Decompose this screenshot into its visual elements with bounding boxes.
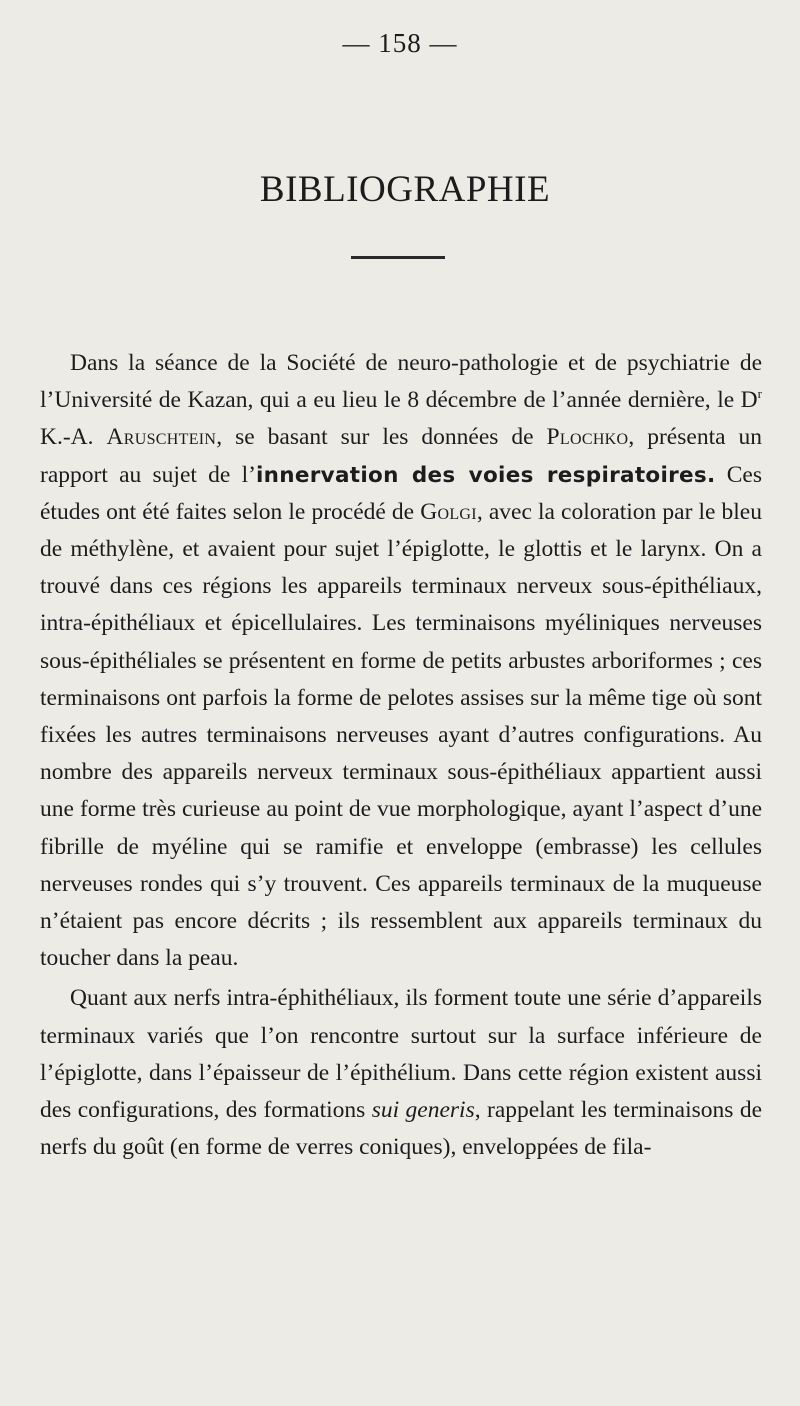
paragraph-2 bbox=[40, 980, 762, 1166]
text-run: Ces études ont été faites selon le procédé de bbox=[40, 461, 762, 525]
italic-sui-generis: sui generis bbox=[371, 1097, 475, 1124]
author-name-plochko: Plochko bbox=[546, 424, 629, 451]
title-rule-divider bbox=[351, 256, 445, 259]
superscript-r: r bbox=[757, 386, 762, 402]
author-name-golgi: Golgi bbox=[420, 498, 477, 525]
body-text bbox=[40, 345, 762, 1166]
text-run: K.-A. bbox=[40, 424, 107, 451]
text-run: , présenta un rapport au sujet de l’ bbox=[40, 424, 762, 488]
paragraph-1 bbox=[40, 345, 762, 977]
text-run: , se basant sur les données de bbox=[216, 424, 547, 451]
author-name-aruschtein: Aruschtein bbox=[106, 424, 217, 451]
text-run: Dans la séance de la Société de neuro-pathologie et de psychiatrie de l’Université de Kazan, qui a eu lieu le 8 décembre de l’année dernière, le D bbox=[40, 350, 762, 414]
section-title: BIBLIOGRAPHIE bbox=[259, 169, 551, 210]
text-run: , rappelant les terminaisons de nerfs du goût (en forme de verres coniques), enveloppées de fila- bbox=[40, 1097, 763, 1161]
page-number: — 158 — bbox=[342, 28, 458, 58]
emphasized-topic: innervation des voies respiratoires. bbox=[255, 462, 716, 488]
text-run: Quant aux nerfs intra-éphithéliaux, ils forment toute une série d’appareils terminaux variés que l’on rencontre surtout sur la surface inférieure de l’épiglotte, dans l’épaisseur de l’épithélium. Dans cette région existent aussi des configurations, des formations bbox=[40, 985, 762, 1124]
text-run: , avec la coloration par le bleu de méthylène, et avaient pour sujet l’épiglotte, le glottis et le larynx. On a trouvé dans ces régions les appareils terminaux nerveux sous-épithéliaux, intra-épithéliaux et épicellulaires. Les terminaisons myéliniques nerveuses sous-épithéliales se présentent en forme de petits arbustes arboriformes ; ces terminaisons ont parfois la forme de pelotes assises sur la même tige où sont fixées les autres terminaisons nerveuses ayant d’autres configurations. Au nombre des appareils nerveux terminaux sous-épithéliaux appartient aussi une forme très curieuse au point de vue morphologique, ayant l’aspect d’une fibrille de myéline qui se ramifie et enveloppe (embrasse) les cellules nerveuses rondes qui s’y trouvent. Ces appareils terminaux de la muqueuse n’étaient pas encore décrits ; ils ressemblent aux appareils terminaux du toucher dans la peau. bbox=[40, 498, 762, 972]
